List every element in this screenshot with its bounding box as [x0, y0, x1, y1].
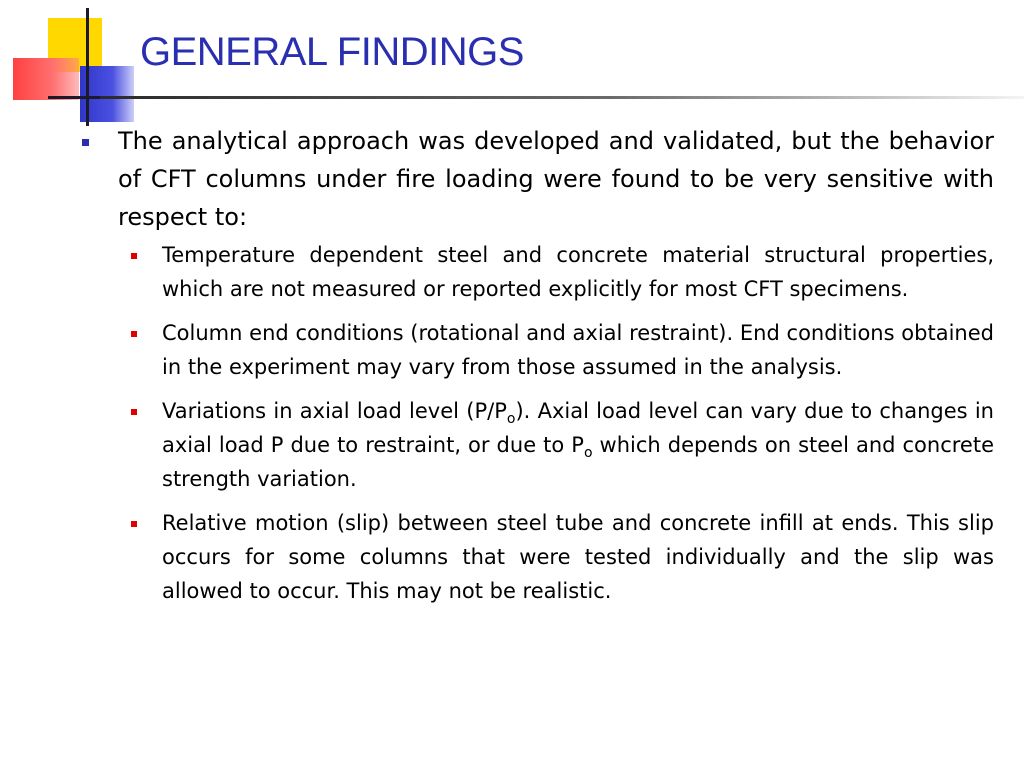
slide-content — [80, 122, 994, 618]
logo-vertical-line — [86, 8, 89, 126]
square-bullet-icon — [131, 409, 137, 415]
decorative-logo — [0, 0, 140, 130]
sub-bullet-text: Variations in axial load level $(P/P_o)$. Axial load level can vary due to changes in axial load P due to restraint, or due to $P_o$ which depends on steel and concrete strength variation. — [162, 399, 994, 491]
sub-bullet-item — [128, 238, 994, 306]
sub-bullet-text: Column end conditions (rotational and axial restraint). End conditions obtained in the experiment may vary from those assumed in the analysis. — [162, 321, 994, 379]
sub-bullet-item — [128, 506, 994, 608]
sub-bullet-item — [128, 394, 994, 496]
sub-bullet-item — [128, 316, 994, 384]
square-bullet-icon — [131, 253, 137, 259]
logo-red-square — [13, 58, 79, 100]
slide-title: GENERAL FINDINGS — [140, 30, 524, 74]
sub-bullet-list — [128, 238, 994, 608]
square-bullet-icon — [131, 521, 137, 527]
main-bullet — [80, 122, 994, 236]
square-bullet-icon — [131, 331, 137, 337]
sub-bullet-text: Temperature dependent steel and concrete material structural properties, which are not measured or reported explicitly for most CFT specimens. — [162, 243, 994, 301]
title-underline — [100, 96, 1024, 99]
sub-bullet-text: Relative motion (slip) between steel tube and concrete infill at ends. This slip occurs for some columns that were tested individually and the slip was allowed to occur. This may not be realistic. — [162, 511, 994, 603]
main-bullet-text: The analytical approach was developed and validated, but the behavior of CFT columns under fire loading were found to be very sensitive with respect to: — [118, 127, 994, 231]
square-bullet-icon — [82, 139, 89, 146]
